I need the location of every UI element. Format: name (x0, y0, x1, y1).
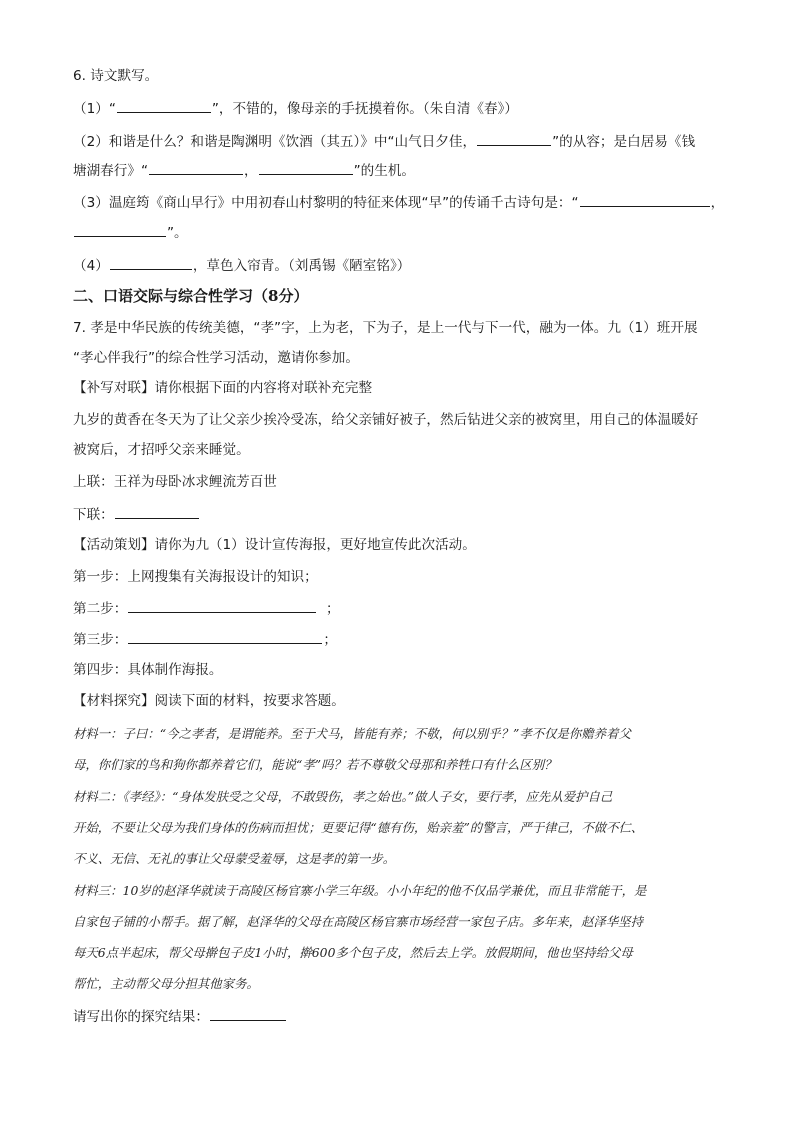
material-3-cont: 自家包子铺的小帮手。据了解，赵泽华的父母在高陵区杨官寨市场经营一家包子店。多年来，赵泽华坚持 (73, 914, 643, 929)
material-3: 材料三：10岁的赵泽华就读于高陵区杨官寨小学三年级。小小年纪的他不仅品学兼优，而且非常能干，是 (73, 883, 647, 898)
answer-blank[interactable] (128, 629, 322, 644)
material-2-cont: 开始，不要让父母为我们身体的伤病而担忧；更要记得“德有伤，贻亲羞”的警言，严于律己，不做不仁、 (73, 820, 644, 835)
material-3-cont2: 每天6点半起床，帮父母擀包子皮1小时，擀600多个包子皮，然后去上学。放假期间，他也坚持给父母 (73, 945, 633, 960)
q6-item-3-cont: ”。 (73, 222, 188, 243)
step-1: 第一步：上网搜集有关海报设计的知识； (73, 569, 318, 585)
q6-item-2-cont: 塘湖春行》“ ， ”的生机。 (73, 160, 415, 181)
q7-intro-cont: “孝心伴我行”的综合性学习活动，邀请你参加。 (73, 350, 359, 366)
step-3: 第三步： ； (73, 629, 337, 650)
answer-blank[interactable] (259, 160, 353, 175)
answer-blank[interactable] (149, 160, 243, 175)
material-1: 材料一：子曰：“今之孝者，是谓能养。至于犬马，皆能有养；不敬，何以别乎？”孝不仅是你赡养着父 (73, 726, 631, 741)
couplet-upper: 上联：王祥为母卧冰求鲤流芳百世 (73, 474, 277, 490)
answer-prompt: 请写出你的探究结果： (73, 1006, 287, 1027)
q6-item-3: （3）温庭筠《商山早行》中用初春山村黎明的特征来体现“早”的传诵千古诗句是：“ ， (73, 192, 724, 213)
answer-blank[interactable] (117, 98, 211, 113)
answer-blank[interactable] (580, 192, 710, 207)
plan-title: 【活动策划】请你为九（1）设计宣传海报，更好地宣传此次活动。 (73, 537, 476, 553)
explore-title: 【材料探究】阅读下面的材料，按要求答题。 (73, 693, 345, 709)
material-2-cont2: 不义、无信、无礼的事让父母蒙受羞辱，这是孝的第一步。 (73, 851, 396, 866)
q7-intro: 7. 孝是中华民族的传统美德，“孝”字，上为老，下为子，是上一代与下一代，融为一体。九（1）班开展 (73, 320, 698, 336)
material-3-cont3: 帮忙，主动帮父母分担其他家务。 (73, 976, 259, 991)
step-4: 第四步：具体制作海报。 (73, 662, 223, 678)
couplet-title: 【补写对联】请你根据下面的内容将对联补充完整 (73, 380, 373, 396)
story-text-cont: 被窝后，才招呼父亲来睡觉。 (73, 442, 250, 458)
section-heading: 二、口语交际与综合性学习（8分） (73, 287, 309, 305)
answer-blank[interactable] (110, 255, 192, 270)
couplet-lower: 下联： (73, 504, 200, 525)
answer-blank[interactable] (128, 598, 316, 613)
answer-blank[interactable] (210, 1006, 286, 1021)
q6-item-1: （1）“ ”，不错的，像母亲的手抚摸着你。（朱自清《春》） (73, 98, 518, 119)
q6-item-2: （2）和谐是什么？和谐是陶渊明《饮酒（其五）》中“山气日夕佳， ”的从容；是白居易《钱 (73, 131, 695, 152)
material-2: 材料二：《孝经》：“身体发肤受之父母，不敢毁伤，孝之始也。”做人子女，要行孝，应先从爱护自己 (73, 789, 613, 804)
step-2: 第二步： ； (73, 598, 340, 619)
q6-item-4: （4） ，草色入帘青。（刘禹锡《陋室铭》） (73, 255, 410, 276)
material-1-cont: 母，你们家的鸟和狗你都养着它们，能说“孝”吗？若不尊敬父母那和养牲口有什么区别？ (73, 757, 557, 772)
answer-blank[interactable] (477, 131, 551, 146)
answer-blank[interactable] (74, 222, 166, 237)
story-text: 九岁的黄香在冬天为了让父亲少挨冷受冻，给父亲铺好被子，然后钻进父亲的被窝里，用自己的体温暖好 (73, 412, 699, 428)
q6-title: 6. 诗文默写。 (73, 68, 159, 84)
answer-blank[interactable] (115, 504, 199, 519)
